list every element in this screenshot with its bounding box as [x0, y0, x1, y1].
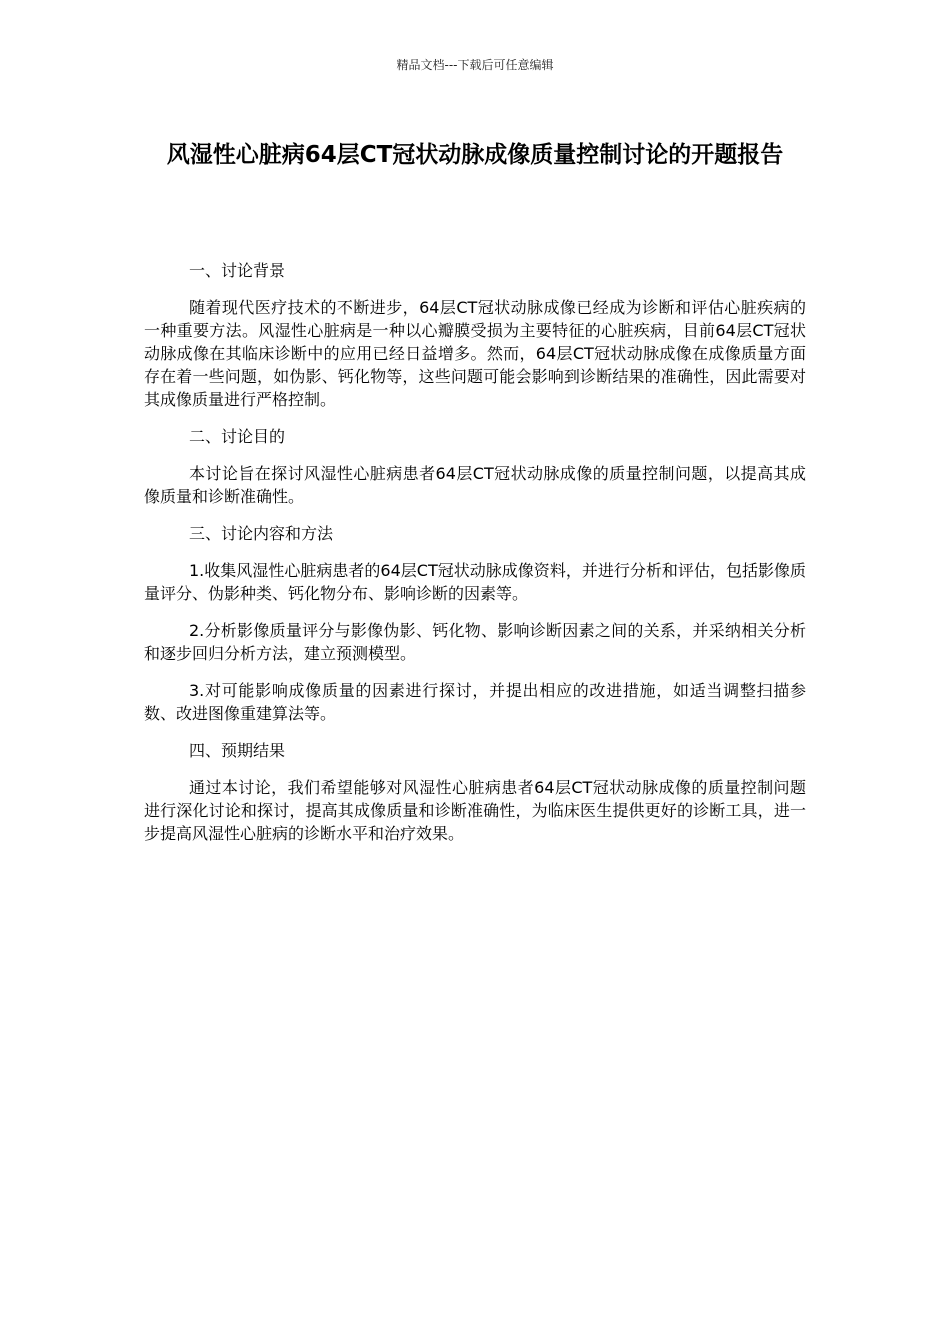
section-expected-results-paragraph: 通过本讨论，我们希望能够对风湿性心脏病患者64层CT冠状动脉成像的质量控制问题进行深化讨论和探讨，提高其成像质量和诊断准确性，为临床医生提供更好的诊断工具，进一步提高风湿性心脏病的诊断水平和治疗效果。 — [144, 778, 806, 843]
section-background-paragraph: 随着现代医疗技术的不断进步，64层CT冠状动脉成像已经成为诊断和评估心脏疾病的一种重要方法。风湿性心脏病是一种以心瓣膜受损为主要特征的心脏疾病，目前64层CT冠状动脉成像在其临床诊断中的应用已经日益增多。然而，64层CT冠状动脉成像在成像质量方面存在着一些问题，如伪影、钙化物等，这些问题可能会影响到诊断结果的准确性，因此需要对其成像质量进行严格控制。 — [144, 298, 806, 409]
section-purpose-paragraph: 本讨论旨在探讨风湿性心脏病患者64层CT冠状动脉成像的质量控制问题，以提高其成像质量和诊断准确性。 — [144, 464, 806, 506]
section-heading-content-methods: 三、讨论内容和方法 — [189, 524, 334, 543]
section-heading-background: 一、讨论背景 — [189, 261, 286, 280]
section-content-item-3: 3.对可能影响成像质量的因素进行探讨，并提出相应的改进措施，如适当调整扫描参数、改进图像重建算法等。 — [144, 681, 806, 723]
page-header-note: 精品文档---下载后可任意编辑 — [396, 58, 554, 72]
section-content-item-1: 1.收集风湿性心脏病患者的64层CT冠状动脉成像资料，并进行分析和评估，包括影像质量评分、伪影种类、钙化物分布、影响诊断的因素等。 — [144, 561, 806, 603]
section-heading-purpose: 二、讨论目的 — [189, 427, 286, 446]
section-heading-expected-results: 四、预期结果 — [189, 741, 286, 760]
section-content-item-2: 2.分析影像质量评分与影像伪影、钙化物、影响诊断因素之间的关系，并采纳相关分析和逐步回归分析方法，建立预测模型。 — [144, 621, 806, 663]
document-body — [144, 259, 806, 859]
document-title: 风湿性心脏病64层CT冠状动脉成像质量控制讨论的开题报告 — [166, 142, 784, 168]
